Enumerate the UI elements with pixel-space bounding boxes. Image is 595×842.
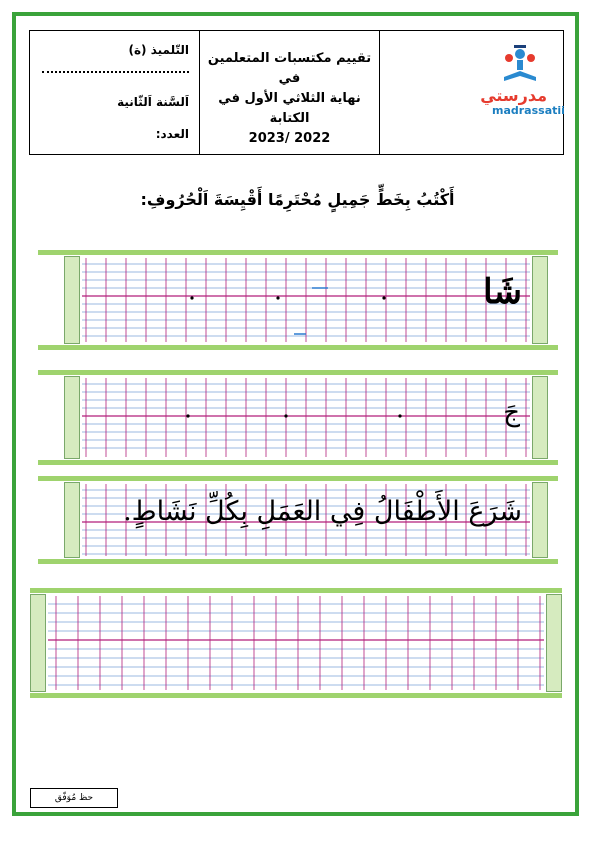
row-cap-right [532,482,548,558]
row-cap-left [64,482,80,558]
model-letters: شَا [483,272,522,312]
instruction: أَكْتُبُ بِخَطٍّ جَمِيلٍ مُحْتَرِمًا أَقْيِسَةَ اَلْحُرُوفِ: [140,190,455,209]
student-label: التّلميذ (ة) [128,43,189,57]
lined-paper[interactable] [82,258,530,342]
title-line: نهاية الثلاثي الأول في الكتابة [218,91,361,126]
writing-row [38,370,558,465]
model-sentence: شَرَعَ الأَطْفَالُ فِي العَمَلِ بِكُلِّ نَشَاطٍ. [123,496,522,527]
grade-label: اَلسَّنة اَلثّانية [117,95,189,109]
title-line: تقييم مكتسبات المتعلمين في [207,51,372,86]
students-reading-icon [500,43,540,83]
logo-latin: madrassatii [492,104,565,117]
title-line: 2022 /2023 [248,131,331,146]
lined-paper[interactable] [82,378,530,457]
row-cap-left [64,256,80,344]
row-cap-right [532,256,548,344]
writing-row [38,250,558,350]
row-cap-left [64,376,80,459]
lined-paper[interactable] [48,596,544,690]
good-luck-box: حظ مُوَفّق [30,788,118,808]
logo-cell [380,31,563,154]
row-cap-left [30,594,46,692]
header-table [29,30,564,155]
row-cap-right [532,376,548,459]
row-cap-right [546,594,562,692]
title-cell [200,31,380,154]
student-name-line[interactable] [42,71,189,73]
model-letters: جَ [503,398,520,428]
exam-title [200,49,379,149]
logo [480,43,565,141]
score-label: العدد: [155,127,189,141]
student-info-cell [30,31,200,154]
writing-row [30,588,562,698]
writing-row [38,476,558,564]
logo-arabic: مدرستي [480,86,547,105]
